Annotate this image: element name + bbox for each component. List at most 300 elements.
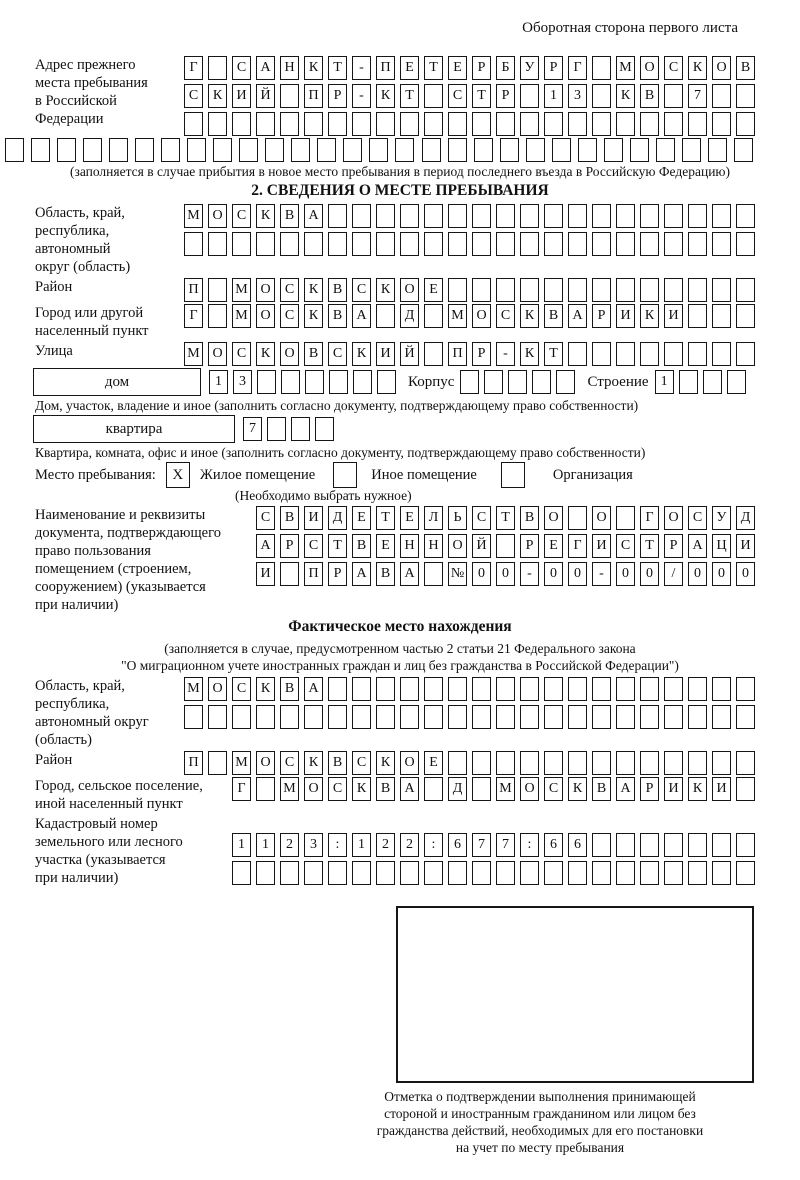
- char-cell: [664, 232, 683, 256]
- char-cell: С: [472, 506, 491, 530]
- char-cell: 3: [233, 370, 252, 394]
- char-cell: К: [352, 342, 371, 366]
- char-cell: 2: [376, 833, 395, 857]
- char-cell: [496, 232, 515, 256]
- label-line: право пользования: [35, 543, 151, 559]
- char-cell: [688, 677, 707, 701]
- char-cell: :: [328, 833, 347, 857]
- char-cell: С: [664, 56, 683, 80]
- char-cell: [544, 112, 563, 136]
- char-cell: [664, 84, 683, 108]
- label-line: населенный пункт: [35, 323, 149, 339]
- kadastr-row-1: [232, 833, 755, 857]
- char-cell: М: [184, 204, 203, 228]
- char-cell: [280, 861, 299, 885]
- char-cell: 6: [568, 833, 587, 857]
- char-cell: [232, 861, 251, 885]
- char-cell: Е: [400, 506, 419, 530]
- oblast-row-1: [184, 204, 755, 228]
- char-cell: П: [376, 56, 395, 80]
- char-cell: [400, 677, 419, 701]
- fact-title: Фактическое место нахождения: [288, 618, 512, 635]
- char-cell: [376, 705, 395, 729]
- char-cell: [736, 84, 755, 108]
- char-cell: [280, 84, 299, 108]
- char-cell: Й: [400, 342, 419, 366]
- char-cell: 7: [496, 833, 515, 857]
- char-cell: [688, 705, 707, 729]
- char-cell: [712, 705, 731, 729]
- char-cell: [424, 777, 443, 801]
- prev-address-row-4: [5, 138, 753, 162]
- char-cell: [568, 204, 587, 228]
- char-cell: [568, 677, 587, 701]
- char-cell: А: [616, 777, 635, 801]
- char-cell: [520, 278, 539, 302]
- char-cell: [304, 112, 323, 136]
- char-cell: [520, 232, 539, 256]
- char-cell: [291, 138, 310, 162]
- char-cell: П: [184, 751, 203, 775]
- label-line: иной населенный пункт: [35, 796, 183, 812]
- char-cell: [400, 232, 419, 256]
- char-cell: [424, 677, 443, 701]
- char-cell: А: [256, 56, 275, 80]
- label-line: документа, подтверждающего: [35, 525, 221, 541]
- label-line: Город или другой: [35, 305, 144, 321]
- char-cell: [460, 370, 479, 394]
- char-cell: А: [304, 677, 323, 701]
- char-cell: [640, 705, 659, 729]
- char-cell: С: [328, 342, 347, 366]
- char-cell: [352, 677, 371, 701]
- oblast-block: [35, 204, 755, 276]
- label-line: при наличии): [35, 870, 119, 886]
- char-cell: 1: [232, 833, 251, 857]
- char-cell: [472, 861, 491, 885]
- char-cell: Н: [400, 534, 419, 558]
- char-cell: [424, 342, 443, 366]
- char-cell: [556, 370, 575, 394]
- char-cell: [328, 861, 347, 885]
- char-cell: [369, 138, 388, 162]
- prev-address-label: [35, 56, 148, 128]
- char-cell: Г: [568, 56, 587, 80]
- char-cell: [256, 861, 275, 885]
- char-cell: [640, 751, 659, 775]
- char-cell: О: [256, 304, 275, 328]
- gorod-block: [35, 304, 755, 340]
- char-cell: Н: [424, 534, 443, 558]
- label-line: (область): [35, 732, 92, 748]
- checkbox-organizaciya[interactable]: [501, 462, 525, 488]
- char-cell: В: [328, 304, 347, 328]
- char-cell: [352, 861, 371, 885]
- char-cell: В: [328, 278, 347, 302]
- char-cell: А: [256, 534, 275, 558]
- char-cell: Р: [520, 534, 539, 558]
- char-cell: В: [592, 777, 611, 801]
- korpus-label: Корпус: [408, 374, 455, 390]
- char-cell: О: [280, 342, 299, 366]
- char-cell: [496, 278, 515, 302]
- char-cell: [472, 278, 491, 302]
- char-cell: [376, 861, 395, 885]
- char-cell: 0: [496, 562, 515, 586]
- char-cell: -: [520, 562, 539, 586]
- char-cell: В: [376, 777, 395, 801]
- checkbox-zhiloe[interactable]: X: [166, 462, 190, 488]
- char-cell: [422, 138, 441, 162]
- fact-raion-block: [35, 751, 755, 775]
- mesto-option-label: Организация: [552, 466, 633, 483]
- char-cell: К: [640, 304, 659, 328]
- char-cell: 1: [352, 833, 371, 857]
- char-cell: В: [280, 506, 299, 530]
- char-cell: [520, 705, 539, 729]
- char-cell: [376, 304, 395, 328]
- char-cell: [496, 677, 515, 701]
- label-line: республика,: [35, 223, 110, 239]
- stamp-box: [396, 906, 754, 1083]
- char-cell: [688, 304, 707, 328]
- kadastr-cells: [232, 833, 755, 885]
- char-cell: [232, 112, 251, 136]
- char-cell: [400, 112, 419, 136]
- char-cell: К: [256, 204, 275, 228]
- char-cell: Ц: [712, 534, 731, 558]
- char-cell: [474, 138, 493, 162]
- char-cell: [520, 861, 539, 885]
- char-cell: [552, 138, 571, 162]
- char-cell: [304, 705, 323, 729]
- char-cell: С: [184, 84, 203, 108]
- char-cell: К: [256, 342, 275, 366]
- char-cell: [424, 84, 443, 108]
- char-cell: Г: [568, 534, 587, 558]
- char-cell: [352, 112, 371, 136]
- label-line: автономный округ: [35, 714, 149, 730]
- char-cell: [400, 705, 419, 729]
- checkbox-inoe[interactable]: [333, 462, 357, 488]
- char-cell: [592, 232, 611, 256]
- char-cell: [592, 677, 611, 701]
- char-cell: А: [400, 777, 419, 801]
- char-cell: И: [712, 777, 731, 801]
- char-cell: [712, 278, 731, 302]
- gorod-row: [184, 304, 755, 328]
- char-cell: [395, 138, 414, 162]
- char-cell: У: [520, 56, 539, 80]
- char-cell: [616, 677, 635, 701]
- char-cell: [256, 112, 275, 136]
- char-cell: :: [424, 833, 443, 857]
- ulitsa-row: [184, 342, 755, 366]
- char-cell: [376, 204, 395, 228]
- char-cell: [265, 138, 284, 162]
- char-cell: [376, 677, 395, 701]
- char-cell: :: [520, 833, 539, 857]
- char-cell: В: [736, 56, 755, 80]
- char-cell: [496, 112, 515, 136]
- char-cell: С: [232, 677, 251, 701]
- char-cell: [329, 370, 348, 394]
- char-cell: [640, 833, 659, 857]
- char-cell: [568, 861, 587, 885]
- char-cell: К: [568, 777, 587, 801]
- label-line: Город, сельское поселение,: [35, 778, 203, 794]
- stroenie-cells: [655, 370, 746, 394]
- char-cell: 0: [616, 562, 635, 586]
- char-cell: А: [352, 562, 371, 586]
- char-cell: Д: [328, 506, 347, 530]
- fact-oblast-row-2: [184, 705, 755, 729]
- char-cell: Е: [424, 278, 443, 302]
- char-cell: 0: [544, 562, 563, 586]
- char-cell: [712, 751, 731, 775]
- char-cell: [280, 232, 299, 256]
- char-cell: [472, 677, 491, 701]
- char-cell: К: [256, 677, 275, 701]
- char-cell: [664, 751, 683, 775]
- char-cell: С: [328, 777, 347, 801]
- char-cell: [592, 84, 611, 108]
- char-cell: [688, 861, 707, 885]
- char-cell: [496, 861, 515, 885]
- char-cell: 0: [712, 562, 731, 586]
- char-cell: [640, 342, 659, 366]
- char-cell: [727, 370, 746, 394]
- kvartira-box: квартира: [33, 415, 235, 443]
- char-cell: [57, 138, 76, 162]
- char-cell: [616, 112, 635, 136]
- prev-address-row-3: [184, 112, 755, 136]
- char-cell: -: [352, 56, 371, 80]
- document-cells: [256, 506, 755, 586]
- char-cell: -: [496, 342, 515, 366]
- char-cell: Й: [256, 84, 275, 108]
- char-cell: О: [472, 304, 491, 328]
- char-cell: [520, 204, 539, 228]
- char-cell: О: [256, 278, 275, 302]
- char-cell: И: [664, 304, 683, 328]
- label-line: республика,: [35, 696, 110, 712]
- char-cell: Р: [544, 56, 563, 80]
- char-cell: [304, 861, 323, 885]
- kvartira-cells: [243, 417, 334, 441]
- char-cell: [736, 112, 755, 136]
- char-cell: К: [520, 304, 539, 328]
- char-cell: [213, 138, 232, 162]
- char-cell: [315, 417, 334, 441]
- char-cell: [568, 112, 587, 136]
- char-cell: [343, 138, 362, 162]
- char-cell: [568, 278, 587, 302]
- prev-address-note: (заполняется в случае прибытия в новое место пребывания в период последнего въезда в Российскую Федерацию): [69, 164, 731, 179]
- fact-oblast-label: [35, 677, 149, 749]
- char-cell: В: [640, 84, 659, 108]
- char-cell: Ь: [448, 506, 467, 530]
- char-cell: [712, 861, 731, 885]
- char-cell: [544, 278, 563, 302]
- char-cell: М: [280, 777, 299, 801]
- label-line: земельного или лесного: [35, 834, 183, 850]
- mesto-option-label: Иное помещение: [371, 466, 477, 483]
- char-cell: П: [184, 278, 203, 302]
- char-cell: Т: [376, 506, 395, 530]
- char-cell: Н: [280, 56, 299, 80]
- char-cell: [208, 232, 227, 256]
- char-cell: [208, 705, 227, 729]
- char-cell: [424, 304, 443, 328]
- char-cell: 0: [736, 562, 755, 586]
- char-cell: [280, 562, 299, 586]
- char-cell: [736, 777, 755, 801]
- char-cell: [448, 751, 467, 775]
- oblast-row-2: [184, 232, 755, 256]
- char-cell: Е: [400, 56, 419, 80]
- char-cell: [328, 204, 347, 228]
- char-cell: К: [304, 751, 323, 775]
- kvartira-row: [33, 415, 755, 443]
- char-cell: [736, 751, 755, 775]
- char-cell: П: [304, 562, 323, 586]
- mesto-note: (Необходимо выбрать нужное): [235, 488, 412, 503]
- char-cell: [304, 232, 323, 256]
- char-cell: В: [304, 342, 323, 366]
- char-cell: С: [280, 304, 299, 328]
- char-cell: -: [592, 562, 611, 586]
- char-cell: [736, 833, 755, 857]
- label-line: участка (указывается: [35, 852, 166, 868]
- char-cell: [83, 138, 102, 162]
- char-cell: Й: [472, 534, 491, 558]
- char-cell: О: [448, 534, 467, 558]
- char-cell: М: [232, 304, 251, 328]
- char-cell: [712, 112, 731, 136]
- char-cell: К: [688, 777, 707, 801]
- char-cell: [682, 138, 701, 162]
- fact-note-line: "О миграционном учете иностранных граждан и лиц без гражданства в Российской Федерации"): [121, 658, 679, 673]
- char-cell: С: [496, 304, 515, 328]
- kadastr-block: [35, 815, 755, 887]
- char-cell: [526, 138, 545, 162]
- char-cell: 0: [472, 562, 491, 586]
- char-cell: М: [184, 677, 203, 701]
- char-cell: М: [232, 751, 251, 775]
- char-cell: Р: [472, 342, 491, 366]
- char-cell: [508, 370, 527, 394]
- char-cell: О: [592, 506, 611, 530]
- char-cell: О: [544, 506, 563, 530]
- char-cell: В: [280, 204, 299, 228]
- fact-gorod-block: [35, 777, 755, 813]
- char-cell: [328, 112, 347, 136]
- char-cell: В: [520, 506, 539, 530]
- char-cell: [592, 112, 611, 136]
- char-cell: И: [376, 342, 395, 366]
- char-cell: [472, 705, 491, 729]
- oblast-cells: [184, 204, 755, 256]
- char-cell: [688, 112, 707, 136]
- char-cell: [544, 677, 563, 701]
- oblast-label: [35, 204, 130, 276]
- char-cell: И: [232, 84, 251, 108]
- char-cell: [544, 204, 563, 228]
- char-cell: Т: [544, 342, 563, 366]
- char-cell: 0: [640, 562, 659, 586]
- char-cell: [352, 232, 371, 256]
- char-cell: [708, 138, 727, 162]
- document-block: [35, 506, 755, 614]
- char-cell: [208, 112, 227, 136]
- char-cell: [592, 705, 611, 729]
- char-cell: М: [232, 278, 251, 302]
- char-cell: [688, 278, 707, 302]
- label-line: Область, край,: [35, 678, 125, 694]
- char-cell: [688, 204, 707, 228]
- char-cell: [520, 677, 539, 701]
- char-cell: О: [256, 751, 275, 775]
- fact-raion-row: [184, 751, 755, 775]
- label-line: Федерации: [35, 111, 104, 127]
- char-cell: [736, 304, 755, 328]
- char-cell: Т: [424, 56, 443, 80]
- char-cell: [592, 278, 611, 302]
- kadastr-label: [35, 815, 183, 887]
- char-cell: К: [376, 278, 395, 302]
- char-cell: 1: [655, 370, 674, 394]
- label-line: Адрес прежнего: [35, 57, 136, 73]
- char-cell: [688, 232, 707, 256]
- char-cell: Р: [280, 534, 299, 558]
- kvartira-note: Квартира, комната, офис и иное (заполнить согласно документу, подтверждающему право собственности): [35, 445, 646, 460]
- label-line: автономный: [35, 241, 111, 257]
- char-cell: [736, 232, 755, 256]
- char-cell: [532, 370, 551, 394]
- char-cell: [592, 861, 611, 885]
- char-cell: [544, 705, 563, 729]
- char-cell: [703, 370, 722, 394]
- char-cell: О: [208, 677, 227, 701]
- mesto-option-label: Жилое помещение: [199, 466, 316, 483]
- char-cell: К: [304, 56, 323, 80]
- char-cell: [616, 278, 635, 302]
- fact-gorod-label: [35, 777, 203, 813]
- char-cell: [640, 677, 659, 701]
- char-cell: Г: [232, 777, 251, 801]
- char-cell: О: [208, 342, 227, 366]
- char-cell: [496, 534, 515, 558]
- raion-block: [35, 278, 755, 302]
- char-cell: [736, 705, 755, 729]
- char-cell: [568, 705, 587, 729]
- char-cell: М: [496, 777, 515, 801]
- char-cell: Г: [640, 506, 659, 530]
- dom-note: Дом, участок, владение и иное (заполнить согласно документу, подтверждающему право собственности): [35, 398, 639, 413]
- mesto-label: Место пребывания:: [35, 466, 156, 483]
- char-cell: [568, 232, 587, 256]
- char-cell: Г: [184, 304, 203, 328]
- char-cell: В: [376, 562, 395, 586]
- char-cell: [184, 705, 203, 729]
- char-cell: О: [640, 56, 659, 80]
- char-cell: [267, 417, 286, 441]
- fact-oblast-cells: [184, 677, 755, 729]
- char-cell: [352, 705, 371, 729]
- char-cell: О: [400, 751, 419, 775]
- char-cell: К: [616, 84, 635, 108]
